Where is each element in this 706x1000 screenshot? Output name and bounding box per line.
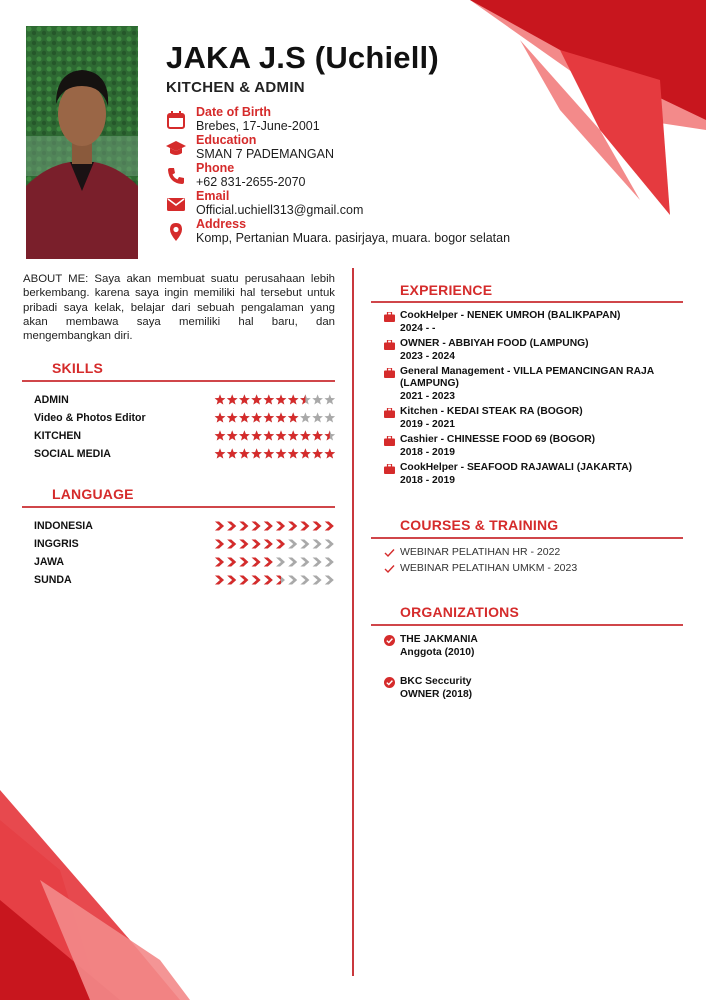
- contact-phone: [166, 161, 526, 189]
- star-mark: [276, 448, 287, 458]
- candidate-name: JAKA J.S (Uchiell): [166, 40, 439, 75]
- phone-icon: [166, 166, 186, 186]
- star-mark: [227, 430, 238, 440]
- language-label: JAWA: [34, 556, 65, 568]
- star-mark: [239, 448, 250, 458]
- briefcase-icon: [384, 436, 395, 446]
- organizations-divider: [371, 624, 683, 626]
- star-mark: [324, 448, 335, 458]
- contact-value: Komp, Pertanian Muara. pasirjaya, muara. bogor selatan: [196, 231, 511, 245]
- chevron-mark: [227, 576, 236, 585]
- chevron-mark: [300, 576, 309, 585]
- course-text: WEBINAR PELATIHAN UMKM - 2023: [400, 562, 578, 574]
- skill-row: [34, 410, 334, 428]
- briefcase-icon: [384, 368, 395, 378]
- skill-label: KITCHEN: [34, 430, 82, 442]
- contact-value: Official.uchiell313@gmail.com: [196, 203, 364, 217]
- star-mark: [227, 394, 238, 404]
- star-mark: [288, 448, 299, 458]
- skills-list: [34, 392, 334, 464]
- contact-label: Address: [196, 217, 247, 231]
- language-row: [34, 572, 334, 590]
- graduation-cap-icon: [166, 138, 186, 158]
- star-mark: [263, 448, 274, 458]
- language-rating-chevrons: [214, 536, 336, 552]
- chevron-mark: [300, 522, 309, 531]
- chevron-mark: [215, 558, 224, 567]
- star-mark: [251, 412, 262, 422]
- star-mark: [263, 412, 274, 422]
- experience-title-text: General Management - VILLA PEMANCINGAN RAJA (LAMPUNG): [400, 366, 654, 389]
- star-mark: [215, 448, 226, 458]
- star-mark: [239, 394, 250, 404]
- contact-date-of-birth: [166, 105, 526, 133]
- contact-education: [166, 133, 526, 161]
- star-mark: [263, 394, 274, 404]
- chevron-mark: [325, 522, 334, 531]
- organization-role: Anggota (2010): [400, 647, 475, 658]
- briefcase-icon: [384, 340, 395, 350]
- candidate-role: KITCHEN & ADMIN: [166, 79, 305, 96]
- chevron-mark: [227, 522, 236, 531]
- skill-rating-stars: [214, 428, 336, 444]
- chevron-mark: [300, 558, 309, 567]
- contact-label: Email: [196, 189, 230, 203]
- star-mark: [288, 394, 299, 404]
- organization-item: [384, 676, 684, 706]
- contact-address: [166, 217, 526, 245]
- language-divider: [22, 506, 335, 508]
- chevron-mark: [227, 558, 236, 567]
- star-mark: [288, 430, 299, 440]
- experience-years: 2021 - 2023: [400, 391, 455, 402]
- column-divider: [352, 268, 354, 976]
- chevron-mark: [252, 576, 261, 585]
- star-mark: [251, 394, 262, 404]
- star-mark: [312, 448, 323, 458]
- star-mark: [300, 412, 311, 422]
- skill-row: [34, 428, 334, 446]
- star-mark: [215, 412, 226, 422]
- star-mark: [227, 448, 238, 458]
- chevron-mark: [239, 522, 248, 531]
- chevron-mark: [288, 522, 297, 531]
- contact-value: SMAN 7 PADEMANGAN: [196, 147, 334, 161]
- about-me-text: ABOUT ME: Saya akan membuat suatu perusahaan lebih berkembang. karena saya ingin memiliki hal tersebut untuk pribadi saya kelak, belajar dari sebuah pengalaman yang akan membawa saya memiliki hal baru, dan mengembangkan diri.: [23, 273, 335, 343]
- experience-title-text: CookHelper - SEAFOOD RAJAWALI (JAKARTA): [400, 462, 633, 473]
- chevron-mark: [276, 522, 285, 531]
- skill-label: SOCIAL MEDIA: [34, 448, 111, 460]
- star-mark: [276, 394, 287, 404]
- language-list: [34, 518, 334, 590]
- contact-label: Education: [196, 133, 257, 147]
- star-mark: [215, 430, 226, 440]
- language-label: SUNDA: [34, 574, 72, 586]
- chevron-mark: [288, 540, 297, 549]
- chevron-mark: [215, 576, 224, 585]
- contact-label: Date of Birth: [196, 105, 271, 119]
- language-rating-chevrons: [214, 554, 336, 570]
- star-mark: [276, 412, 287, 422]
- chevron-mark: [239, 558, 248, 567]
- skill-label: Video & Photos Editor: [34, 412, 146, 424]
- chevron-mark: [300, 540, 309, 549]
- chevron-mark: [325, 558, 334, 567]
- experience-years: 2018 - 2019: [400, 447, 455, 458]
- experience-years: 2018 - 2019: [400, 475, 455, 486]
- courses-divider: [371, 537, 683, 539]
- chevron-mark: [252, 558, 261, 567]
- language-row: [34, 536, 334, 554]
- language-title: LANGUAGE: [52, 486, 134, 502]
- chevron-mark: [252, 522, 261, 531]
- chevron-mark: [239, 576, 248, 585]
- organization-name: BKC Seccurity: [400, 676, 472, 687]
- star-mark: [312, 394, 323, 404]
- language-label: INDONESIA: [34, 520, 93, 532]
- location-pin-icon: [166, 222, 186, 242]
- check-icon: [384, 548, 395, 558]
- experience-years: 2019 - 2021: [400, 419, 455, 430]
- organization-role: OWNER (2018): [400, 689, 473, 700]
- contact-value: Brebes, 17-June-2001: [196, 119, 320, 133]
- skill-label: ADMIN: [34, 394, 69, 406]
- star-mark: [251, 448, 262, 458]
- star-mark: [288, 412, 299, 422]
- experience-title-text: Cashier - CHINESSE FOOD 69 (BOGOR): [400, 434, 596, 445]
- star-mark: [215, 394, 226, 404]
- organization-item: [384, 634, 684, 664]
- star-mark: [324, 412, 335, 422]
- star-mark: [324, 394, 335, 404]
- star-mark: [312, 430, 323, 440]
- star-mark: [251, 430, 262, 440]
- chevron-mark: [313, 522, 322, 531]
- contact-email: [166, 189, 526, 217]
- envelope-icon: [166, 194, 186, 214]
- briefcase-icon: [384, 408, 395, 418]
- organizations-title: ORGANIZATIONS: [400, 604, 520, 620]
- skill-row: [34, 446, 334, 464]
- chevron-mark: [276, 540, 285, 549]
- chevron-mark: [313, 540, 322, 549]
- chevron-mark: [227, 540, 236, 549]
- chevron-mark: [313, 576, 322, 585]
- contact-label: Phone: [196, 161, 235, 175]
- language-label: INGGRIS: [34, 538, 79, 550]
- chevron-mark: [276, 576, 285, 585]
- language-rating-chevrons: [214, 518, 336, 534]
- chevron-mark: [264, 558, 273, 567]
- experience-years: 2024 - -: [400, 323, 436, 334]
- experience-title-text: OWNER - ABBIYAH FOOD (LAMPUNG): [400, 338, 589, 349]
- contact-value: +62 831-2655-2070: [196, 175, 306, 189]
- star-mark: [300, 394, 311, 404]
- star-mark: [227, 412, 238, 422]
- check-badge-icon: [384, 677, 395, 688]
- star-mark: [276, 430, 287, 440]
- chevron-mark: [252, 540, 261, 549]
- skills-divider: [22, 380, 335, 382]
- experience-title: EXPERIENCE: [400, 282, 493, 298]
- courses-title: COURSES & TRAINING: [400, 517, 559, 533]
- experience-divider: [371, 301, 683, 303]
- experience-years: 2023 - 2024: [400, 351, 455, 362]
- skill-row: [34, 392, 334, 410]
- chevron-mark: [215, 522, 224, 531]
- language-row: [34, 518, 334, 536]
- skill-rating-stars: [214, 446, 336, 462]
- star-mark: [239, 412, 250, 422]
- skill-rating-stars: [214, 410, 336, 426]
- chevron-mark: [264, 540, 273, 549]
- star-mark: [324, 430, 335, 440]
- star-mark: [239, 430, 250, 440]
- chevron-mark: [325, 540, 334, 549]
- check-badge-icon: [384, 635, 395, 646]
- star-mark: [300, 448, 311, 458]
- course-item: [384, 562, 684, 578]
- star-mark: [312, 412, 323, 422]
- skills-title: SKILLS: [52, 360, 103, 376]
- star-mark: [300, 430, 311, 440]
- skill-rating-stars: [214, 392, 336, 408]
- organization-name: THE JAKMANIA: [400, 634, 478, 645]
- experience-title-text: Kitchen - KEDAI STEAK RA (BOGOR): [400, 406, 583, 417]
- course-item: [384, 546, 684, 562]
- briefcase-icon: [384, 312, 395, 322]
- chevron-mark: [325, 576, 334, 585]
- star-mark: [263, 430, 274, 440]
- briefcase-icon: [384, 464, 395, 474]
- course-text: WEBINAR PELATIHAN HR - 2022: [400, 546, 561, 558]
- chevron-mark: [288, 576, 297, 585]
- check-icon: [384, 564, 395, 574]
- chevron-mark: [288, 558, 297, 567]
- chevron-mark: [264, 522, 273, 531]
- chevron-mark: [215, 540, 224, 549]
- chevron-mark: [276, 558, 285, 567]
- chevron-mark: [239, 540, 248, 549]
- calendar-icon: [166, 110, 186, 130]
- chevron-mark: [313, 558, 322, 567]
- experience-title-text: CookHelper - NENEK UMROH (BALIKPAPAN): [400, 310, 621, 321]
- chevron-mark: [264, 576, 273, 585]
- language-rating-chevrons: [214, 572, 336, 588]
- language-row: [34, 554, 334, 572]
- profile-photo: [26, 26, 138, 259]
